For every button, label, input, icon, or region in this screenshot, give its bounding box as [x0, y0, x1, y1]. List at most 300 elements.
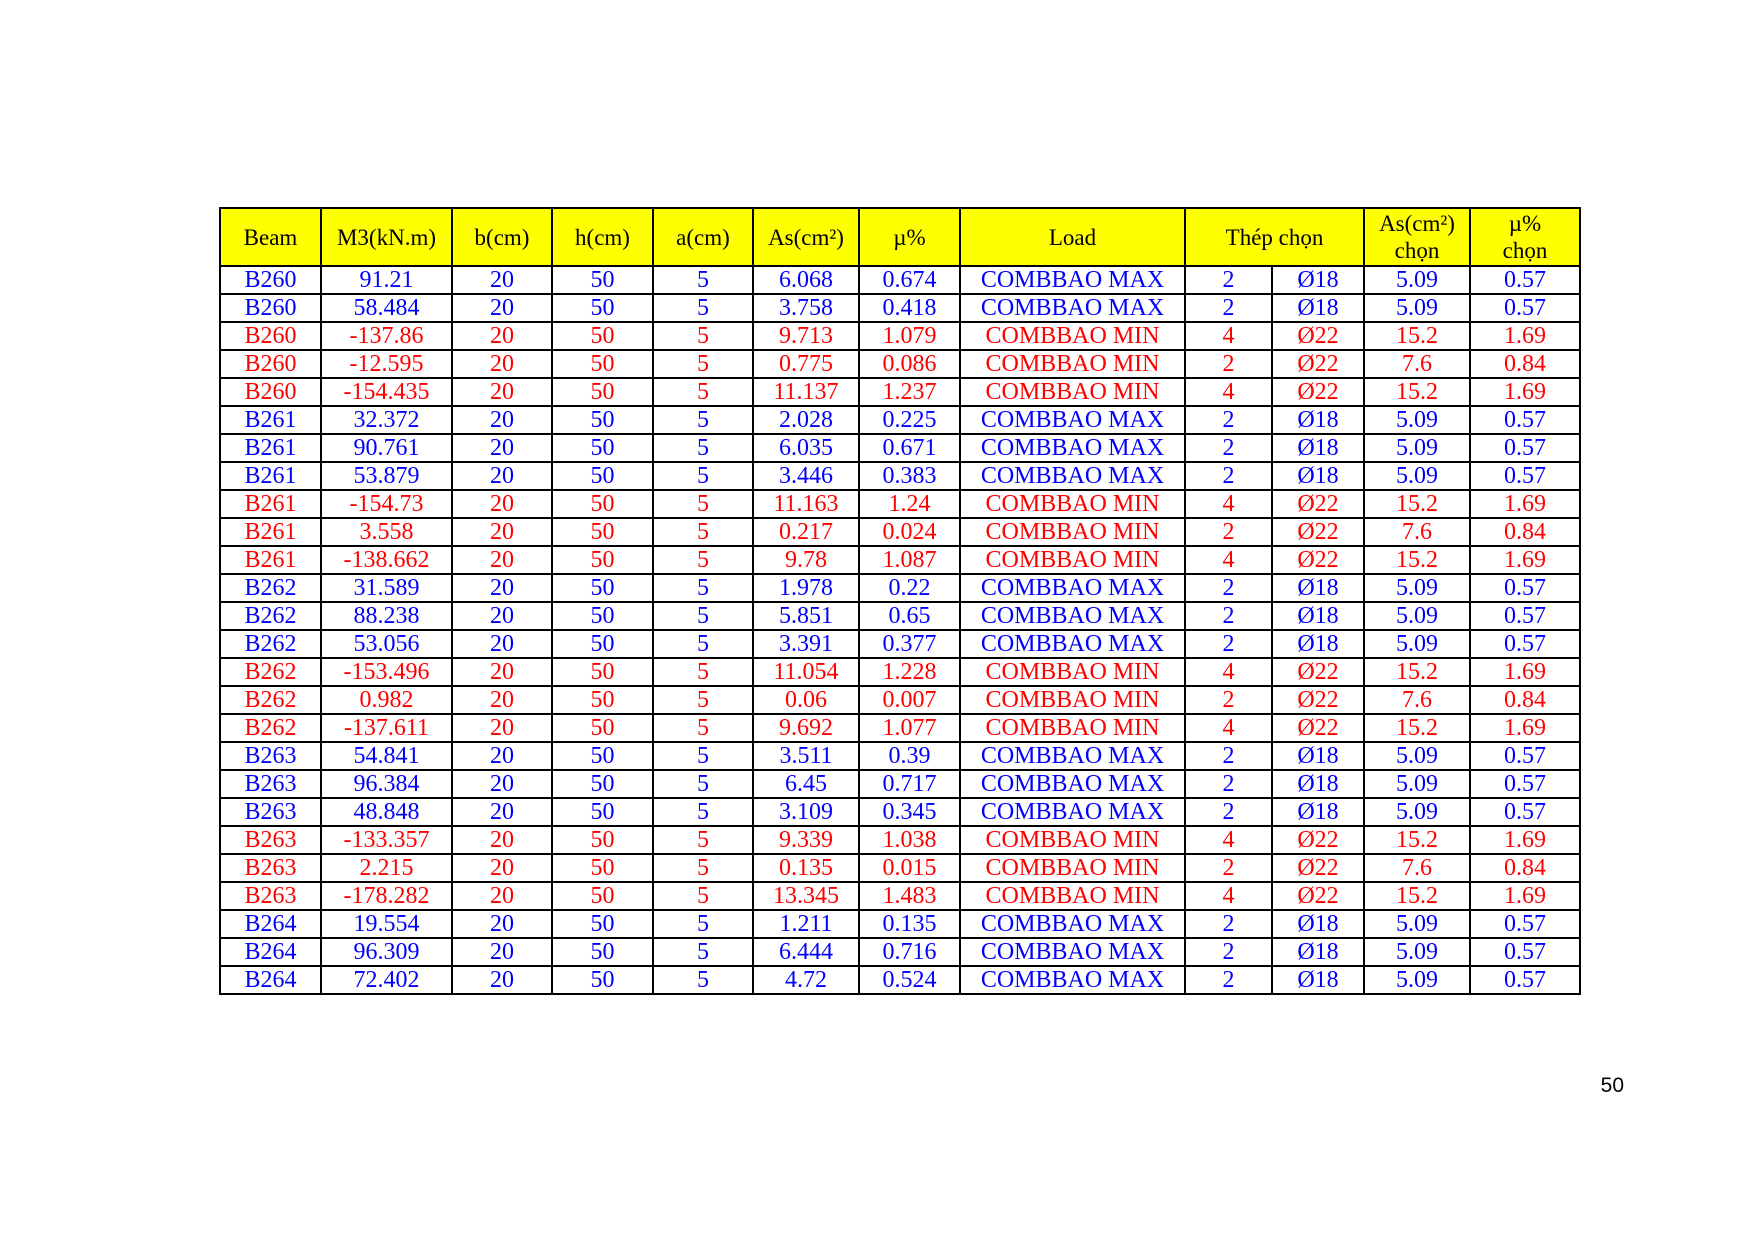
- h-cell: 50: [552, 714, 653, 742]
- bar-diameter-cell: Ø18: [1272, 406, 1364, 434]
- header-mu-chon: [1470, 208, 1580, 266]
- as-chon-cell: 5.09: [1364, 798, 1470, 826]
- m3-cell: 31.589: [321, 574, 452, 602]
- a-cell: 5: [653, 742, 753, 770]
- as-chon-cell: 15.2: [1364, 826, 1470, 854]
- a-cell: 5: [653, 546, 753, 574]
- load-cell: COMBBAO MIN: [960, 854, 1185, 882]
- mu-cell: 1.228: [859, 658, 960, 686]
- load-cell: COMBBAO MAX: [960, 434, 1185, 462]
- mu-chon-cell: 0.57: [1470, 294, 1580, 322]
- m3-cell: 19.554: [321, 910, 452, 938]
- bar-diameter-cell: Ø22: [1272, 714, 1364, 742]
- h-cell: 50: [552, 826, 653, 854]
- b-cell: 20: [452, 546, 552, 574]
- mu-cell: 0.418: [859, 294, 960, 322]
- m3-cell: -137.86: [321, 322, 452, 350]
- h-cell: 50: [552, 322, 653, 350]
- load-cell: COMBBAO MAX: [960, 266, 1185, 294]
- header-mu-chon-line2: chọn: [1502, 238, 1548, 263]
- h-cell: 50: [552, 462, 653, 490]
- h-cell: 50: [552, 434, 653, 462]
- a-cell: 5: [653, 378, 753, 406]
- header-a: a(cm): [653, 208, 753, 266]
- bar-diameter-cell: Ø18: [1272, 770, 1364, 798]
- as-chon-cell: 15.2: [1364, 378, 1470, 406]
- bar-count-cell: 2: [1185, 574, 1272, 602]
- as-chon-cell: 5.09: [1364, 434, 1470, 462]
- table-row: [220, 350, 1580, 378]
- a-cell: 5: [653, 882, 753, 910]
- bar-count-cell: 4: [1185, 714, 1272, 742]
- mu-chon-cell: 0.57: [1470, 574, 1580, 602]
- a-cell: 5: [653, 574, 753, 602]
- b-cell: 20: [452, 434, 552, 462]
- a-cell: 5: [653, 826, 753, 854]
- bar-count-cell: 2: [1185, 910, 1272, 938]
- h-cell: 50: [552, 910, 653, 938]
- a-cell: 5: [653, 686, 753, 714]
- h-cell: 50: [552, 350, 653, 378]
- b-cell: 20: [452, 938, 552, 966]
- as-chon-cell: 5.09: [1364, 910, 1470, 938]
- h-cell: 50: [552, 966, 653, 994]
- mu-cell: 1.24: [859, 490, 960, 518]
- table-row: [220, 798, 1580, 826]
- as-cell: 4.72: [753, 966, 859, 994]
- as-chon-cell: 5.09: [1364, 574, 1470, 602]
- bar-count-cell: 2: [1185, 630, 1272, 658]
- a-cell: 5: [653, 294, 753, 322]
- b-cell: 20: [452, 686, 552, 714]
- mu-chon-cell: 0.84: [1470, 350, 1580, 378]
- beam-cell: B262: [220, 686, 321, 714]
- h-cell: 50: [552, 742, 653, 770]
- a-cell: 5: [653, 630, 753, 658]
- beam-cell: B262: [220, 574, 321, 602]
- table-row: [220, 742, 1580, 770]
- mu-chon-cell: 0.57: [1470, 910, 1580, 938]
- a-cell: 5: [653, 854, 753, 882]
- m3-cell: 0.982: [321, 686, 452, 714]
- mu-cell: 1.483: [859, 882, 960, 910]
- header-as-chon-line1: As(cm²): [1379, 211, 1455, 236]
- table-row: [220, 770, 1580, 798]
- bar-count-cell: 2: [1185, 938, 1272, 966]
- bar-count-cell: 2: [1185, 798, 1272, 826]
- as-cell: 0.135: [753, 854, 859, 882]
- load-cell: COMBBAO MIN: [960, 882, 1185, 910]
- h-cell: 50: [552, 798, 653, 826]
- a-cell: 5: [653, 714, 753, 742]
- a-cell: 5: [653, 434, 753, 462]
- m3-cell: -178.282: [321, 882, 452, 910]
- load-cell: COMBBAO MIN: [960, 350, 1185, 378]
- beam-cell: B263: [220, 770, 321, 798]
- m3-cell: 48.848: [321, 798, 452, 826]
- beam-cell: B260: [220, 266, 321, 294]
- mu-chon-cell: 1.69: [1470, 322, 1580, 350]
- beam-cell: B262: [220, 630, 321, 658]
- as-chon-cell: 5.09: [1364, 770, 1470, 798]
- h-cell: 50: [552, 574, 653, 602]
- mu-chon-cell: 0.84: [1470, 518, 1580, 546]
- b-cell: 20: [452, 882, 552, 910]
- mu-cell: 0.345: [859, 798, 960, 826]
- beam-cell: B261: [220, 462, 321, 490]
- as-chon-cell: 5.09: [1364, 966, 1470, 994]
- as-chon-cell: 15.2: [1364, 658, 1470, 686]
- table-row: [220, 630, 1580, 658]
- m3-cell: 96.309: [321, 938, 452, 966]
- m3-cell: -154.73: [321, 490, 452, 518]
- as-chon-cell: 5.09: [1364, 602, 1470, 630]
- mu-chon-cell: 0.57: [1470, 742, 1580, 770]
- table-row: [220, 266, 1580, 294]
- as-cell: 1.978: [753, 574, 859, 602]
- load-cell: COMBBAO MAX: [960, 798, 1185, 826]
- mu-cell: 0.015: [859, 854, 960, 882]
- h-cell: 50: [552, 658, 653, 686]
- load-cell: COMBBAO MAX: [960, 938, 1185, 966]
- bar-diameter-cell: Ø18: [1272, 742, 1364, 770]
- m3-cell: 3.558: [321, 518, 452, 546]
- bar-count-cell: 2: [1185, 350, 1272, 378]
- as-cell: 9.713: [753, 322, 859, 350]
- bar-diameter-cell: Ø18: [1272, 966, 1364, 994]
- mu-cell: 0.39: [859, 742, 960, 770]
- a-cell: 5: [653, 490, 753, 518]
- bar-diameter-cell: Ø18: [1272, 266, 1364, 294]
- as-cell: 0.217: [753, 518, 859, 546]
- bar-diameter-cell: Ø22: [1272, 658, 1364, 686]
- beam-cell: B263: [220, 742, 321, 770]
- h-cell: 50: [552, 882, 653, 910]
- bar-count-cell: 2: [1185, 966, 1272, 994]
- table-row: [220, 462, 1580, 490]
- bar-diameter-cell: Ø22: [1272, 322, 1364, 350]
- mu-cell: 1.237: [859, 378, 960, 406]
- header-mu: µ%: [859, 208, 960, 266]
- mu-chon-cell: 0.57: [1470, 406, 1580, 434]
- bar-diameter-cell: Ø18: [1272, 630, 1364, 658]
- b-cell: 20: [452, 602, 552, 630]
- bar-diameter-cell: Ø22: [1272, 854, 1364, 882]
- load-cell: COMBBAO MAX: [960, 574, 1185, 602]
- load-cell: COMBBAO MAX: [960, 462, 1185, 490]
- bar-count-cell: 2: [1185, 742, 1272, 770]
- as-cell: 6.444: [753, 938, 859, 966]
- a-cell: 5: [653, 322, 753, 350]
- header-mu-chon-line1: µ%: [1508, 211, 1542, 236]
- mu-cell: 1.038: [859, 826, 960, 854]
- beam-cell: B260: [220, 294, 321, 322]
- table-row: [220, 966, 1580, 994]
- bar-diameter-cell: Ø18: [1272, 910, 1364, 938]
- bar-count-cell: 4: [1185, 826, 1272, 854]
- mu-chon-cell: 1.69: [1470, 658, 1580, 686]
- as-chon-cell: 15.2: [1364, 882, 1470, 910]
- bar-diameter-cell: Ø22: [1272, 350, 1364, 378]
- a-cell: 5: [653, 770, 753, 798]
- m3-cell: 58.484: [321, 294, 452, 322]
- bar-diameter-cell: Ø22: [1272, 686, 1364, 714]
- h-cell: 50: [552, 406, 653, 434]
- mu-chon-cell: 0.57: [1470, 434, 1580, 462]
- beam-cell: B261: [220, 434, 321, 462]
- as-chon-cell: 15.2: [1364, 322, 1470, 350]
- mu-cell: 1.087: [859, 546, 960, 574]
- m3-cell: 53.879: [321, 462, 452, 490]
- bar-count-cell: 2: [1185, 294, 1272, 322]
- table-row: [220, 910, 1580, 938]
- b-cell: 20: [452, 658, 552, 686]
- load-cell: COMBBAO MAX: [960, 602, 1185, 630]
- a-cell: 5: [653, 266, 753, 294]
- mu-chon-cell: 1.69: [1470, 378, 1580, 406]
- b-cell: 20: [452, 322, 552, 350]
- b-cell: 20: [452, 854, 552, 882]
- load-cell: COMBBAO MAX: [960, 406, 1185, 434]
- bar-count-cell: 4: [1185, 658, 1272, 686]
- table-body: [220, 266, 1580, 994]
- load-cell: COMBBAO MAX: [960, 742, 1185, 770]
- as-cell: 9.692: [753, 714, 859, 742]
- b-cell: 20: [452, 462, 552, 490]
- m3-cell: -12.595: [321, 350, 452, 378]
- a-cell: 5: [653, 406, 753, 434]
- a-cell: 5: [653, 658, 753, 686]
- bar-diameter-cell: Ø18: [1272, 602, 1364, 630]
- load-cell: COMBBAO MIN: [960, 378, 1185, 406]
- b-cell: 20: [452, 406, 552, 434]
- h-cell: 50: [552, 546, 653, 574]
- mu-chon-cell: 1.69: [1470, 714, 1580, 742]
- as-cell: 13.345: [753, 882, 859, 910]
- as-cell: 11.163: [753, 490, 859, 518]
- m3-cell: 2.215: [321, 854, 452, 882]
- a-cell: 5: [653, 798, 753, 826]
- h-cell: 50: [552, 490, 653, 518]
- b-cell: 20: [452, 798, 552, 826]
- load-cell: COMBBAO MIN: [960, 322, 1185, 350]
- load-cell: COMBBAO MAX: [960, 770, 1185, 798]
- m3-cell: 88.238: [321, 602, 452, 630]
- load-cell: COMBBAO MAX: [960, 910, 1185, 938]
- load-cell: COMBBAO MIN: [960, 518, 1185, 546]
- m3-cell: 91.21: [321, 266, 452, 294]
- bar-count-cell: 2: [1185, 434, 1272, 462]
- mu-chon-cell: 0.84: [1470, 686, 1580, 714]
- table-row: [220, 294, 1580, 322]
- mu-cell: 0.716: [859, 938, 960, 966]
- b-cell: 20: [452, 350, 552, 378]
- as-chon-cell: 15.2: [1364, 546, 1470, 574]
- table-row: [220, 658, 1580, 686]
- bar-diameter-cell: Ø18: [1272, 294, 1364, 322]
- mu-chon-cell: 0.57: [1470, 770, 1580, 798]
- m3-cell: -133.357: [321, 826, 452, 854]
- mu-cell: 0.086: [859, 350, 960, 378]
- mu-cell: 0.135: [859, 910, 960, 938]
- mu-chon-cell: 1.69: [1470, 882, 1580, 910]
- beam-cell: B262: [220, 658, 321, 686]
- bar-count-cell: 2: [1185, 770, 1272, 798]
- mu-chon-cell: 0.57: [1470, 266, 1580, 294]
- beam-cell: B261: [220, 406, 321, 434]
- bar-count-cell: 4: [1185, 378, 1272, 406]
- bar-count-cell: 4: [1185, 490, 1272, 518]
- table-row: [220, 686, 1580, 714]
- as-chon-cell: 7.6: [1364, 686, 1470, 714]
- a-cell: 5: [653, 350, 753, 378]
- as-cell: 3.446: [753, 462, 859, 490]
- table-row: [220, 602, 1580, 630]
- load-cell: COMBBAO MAX: [960, 966, 1185, 994]
- table-row: [220, 518, 1580, 546]
- a-cell: 5: [653, 910, 753, 938]
- b-cell: 20: [452, 714, 552, 742]
- as-cell: 2.028: [753, 406, 859, 434]
- beam-cell: B264: [220, 966, 321, 994]
- as-chon-cell: 15.2: [1364, 490, 1470, 518]
- as-cell: 3.758: [753, 294, 859, 322]
- beam-cell: B260: [220, 322, 321, 350]
- mu-cell: 0.225: [859, 406, 960, 434]
- bar-count-cell: 4: [1185, 322, 1272, 350]
- beam-cell: B260: [220, 350, 321, 378]
- as-cell: 6.035: [753, 434, 859, 462]
- b-cell: 20: [452, 742, 552, 770]
- bar-diameter-cell: Ø18: [1272, 434, 1364, 462]
- header-row: [220, 208, 1580, 266]
- mu-chon-cell: 1.69: [1470, 490, 1580, 518]
- bar-diameter-cell: Ø22: [1272, 378, 1364, 406]
- as-cell: 5.851: [753, 602, 859, 630]
- as-cell: 3.109: [753, 798, 859, 826]
- b-cell: 20: [452, 966, 552, 994]
- h-cell: 50: [552, 294, 653, 322]
- header-as-chon: [1364, 208, 1470, 266]
- as-chon-cell: 5.09: [1364, 406, 1470, 434]
- as-cell: 3.511: [753, 742, 859, 770]
- mu-cell: 1.077: [859, 714, 960, 742]
- as-chon-cell: 15.2: [1364, 714, 1470, 742]
- bar-diameter-cell: Ø18: [1272, 574, 1364, 602]
- table-row: [220, 714, 1580, 742]
- mu-cell: 0.524: [859, 966, 960, 994]
- header-load: Load: [960, 208, 1185, 266]
- bar-diameter-cell: Ø18: [1272, 938, 1364, 966]
- h-cell: 50: [552, 518, 653, 546]
- beam-cell: B264: [220, 938, 321, 966]
- table-row: [220, 826, 1580, 854]
- as-cell: 11.054: [753, 658, 859, 686]
- as-cell: 1.211: [753, 910, 859, 938]
- b-cell: 20: [452, 294, 552, 322]
- b-cell: 20: [452, 378, 552, 406]
- mu-cell: 0.024: [859, 518, 960, 546]
- mu-chon-cell: 1.69: [1470, 826, 1580, 854]
- m3-cell: 72.402: [321, 966, 452, 994]
- table-row: [220, 854, 1580, 882]
- mu-cell: 0.22: [859, 574, 960, 602]
- as-chon-cell: 5.09: [1364, 630, 1470, 658]
- as-chon-cell: 5.09: [1364, 742, 1470, 770]
- header-h: h(cm): [552, 208, 653, 266]
- beam-cell: B264: [220, 910, 321, 938]
- header-m3: M3(kN.m): [321, 208, 452, 266]
- load-cell: COMBBAO MIN: [960, 826, 1185, 854]
- bar-count-cell: 2: [1185, 518, 1272, 546]
- bar-diameter-cell: Ø18: [1272, 798, 1364, 826]
- table-row: [220, 434, 1580, 462]
- as-chon-cell: 5.09: [1364, 266, 1470, 294]
- mu-chon-cell: 0.57: [1470, 938, 1580, 966]
- beam-cell: B263: [220, 826, 321, 854]
- header-as: As(cm²): [753, 208, 859, 266]
- b-cell: 20: [452, 770, 552, 798]
- beam-cell: B261: [220, 518, 321, 546]
- mu-chon-cell: 0.57: [1470, 630, 1580, 658]
- h-cell: 50: [552, 602, 653, 630]
- mu-cell: 0.377: [859, 630, 960, 658]
- table-row: [220, 322, 1580, 350]
- as-chon-cell: 5.09: [1364, 294, 1470, 322]
- m3-cell: 90.761: [321, 434, 452, 462]
- mu-chon-cell: 1.69: [1470, 546, 1580, 574]
- m3-cell: 96.384: [321, 770, 452, 798]
- b-cell: 20: [452, 518, 552, 546]
- mu-cell: 0.674: [859, 266, 960, 294]
- as-cell: 0.06: [753, 686, 859, 714]
- bar-diameter-cell: Ø22: [1272, 490, 1364, 518]
- header-thep-chon: Thép chọn: [1185, 208, 1364, 266]
- b-cell: 20: [452, 826, 552, 854]
- as-cell: 6.068: [753, 266, 859, 294]
- h-cell: 50: [552, 938, 653, 966]
- h-cell: 50: [552, 266, 653, 294]
- mu-cell: 0.65: [859, 602, 960, 630]
- bar-count-cell: 2: [1185, 602, 1272, 630]
- m3-cell: -153.496: [321, 658, 452, 686]
- mu-cell: 1.079: [859, 322, 960, 350]
- load-cell: COMBBAO MIN: [960, 658, 1185, 686]
- m3-cell: 54.841: [321, 742, 452, 770]
- bar-count-cell: 4: [1185, 546, 1272, 574]
- m3-cell: -138.662: [321, 546, 452, 574]
- beam-reinforcement-table: [219, 207, 1581, 995]
- bar-count-cell: 2: [1185, 462, 1272, 490]
- as-chon-cell: 7.6: [1364, 518, 1470, 546]
- table-row: [220, 406, 1580, 434]
- a-cell: 5: [653, 938, 753, 966]
- load-cell: COMBBAO MIN: [960, 714, 1185, 742]
- beam-cell: B262: [220, 714, 321, 742]
- mu-chon-cell: 0.84: [1470, 854, 1580, 882]
- beam-cell: B260: [220, 378, 321, 406]
- h-cell: 50: [552, 854, 653, 882]
- a-cell: 5: [653, 518, 753, 546]
- mu-cell: 0.717: [859, 770, 960, 798]
- header-as-chon-line2: chọn: [1394, 238, 1440, 263]
- as-cell: 9.339: [753, 826, 859, 854]
- beam-reinforcement-table-container: [219, 207, 1581, 995]
- load-cell: COMBBAO MIN: [960, 686, 1185, 714]
- beam-cell: B261: [220, 490, 321, 518]
- a-cell: 5: [653, 602, 753, 630]
- b-cell: 20: [452, 630, 552, 658]
